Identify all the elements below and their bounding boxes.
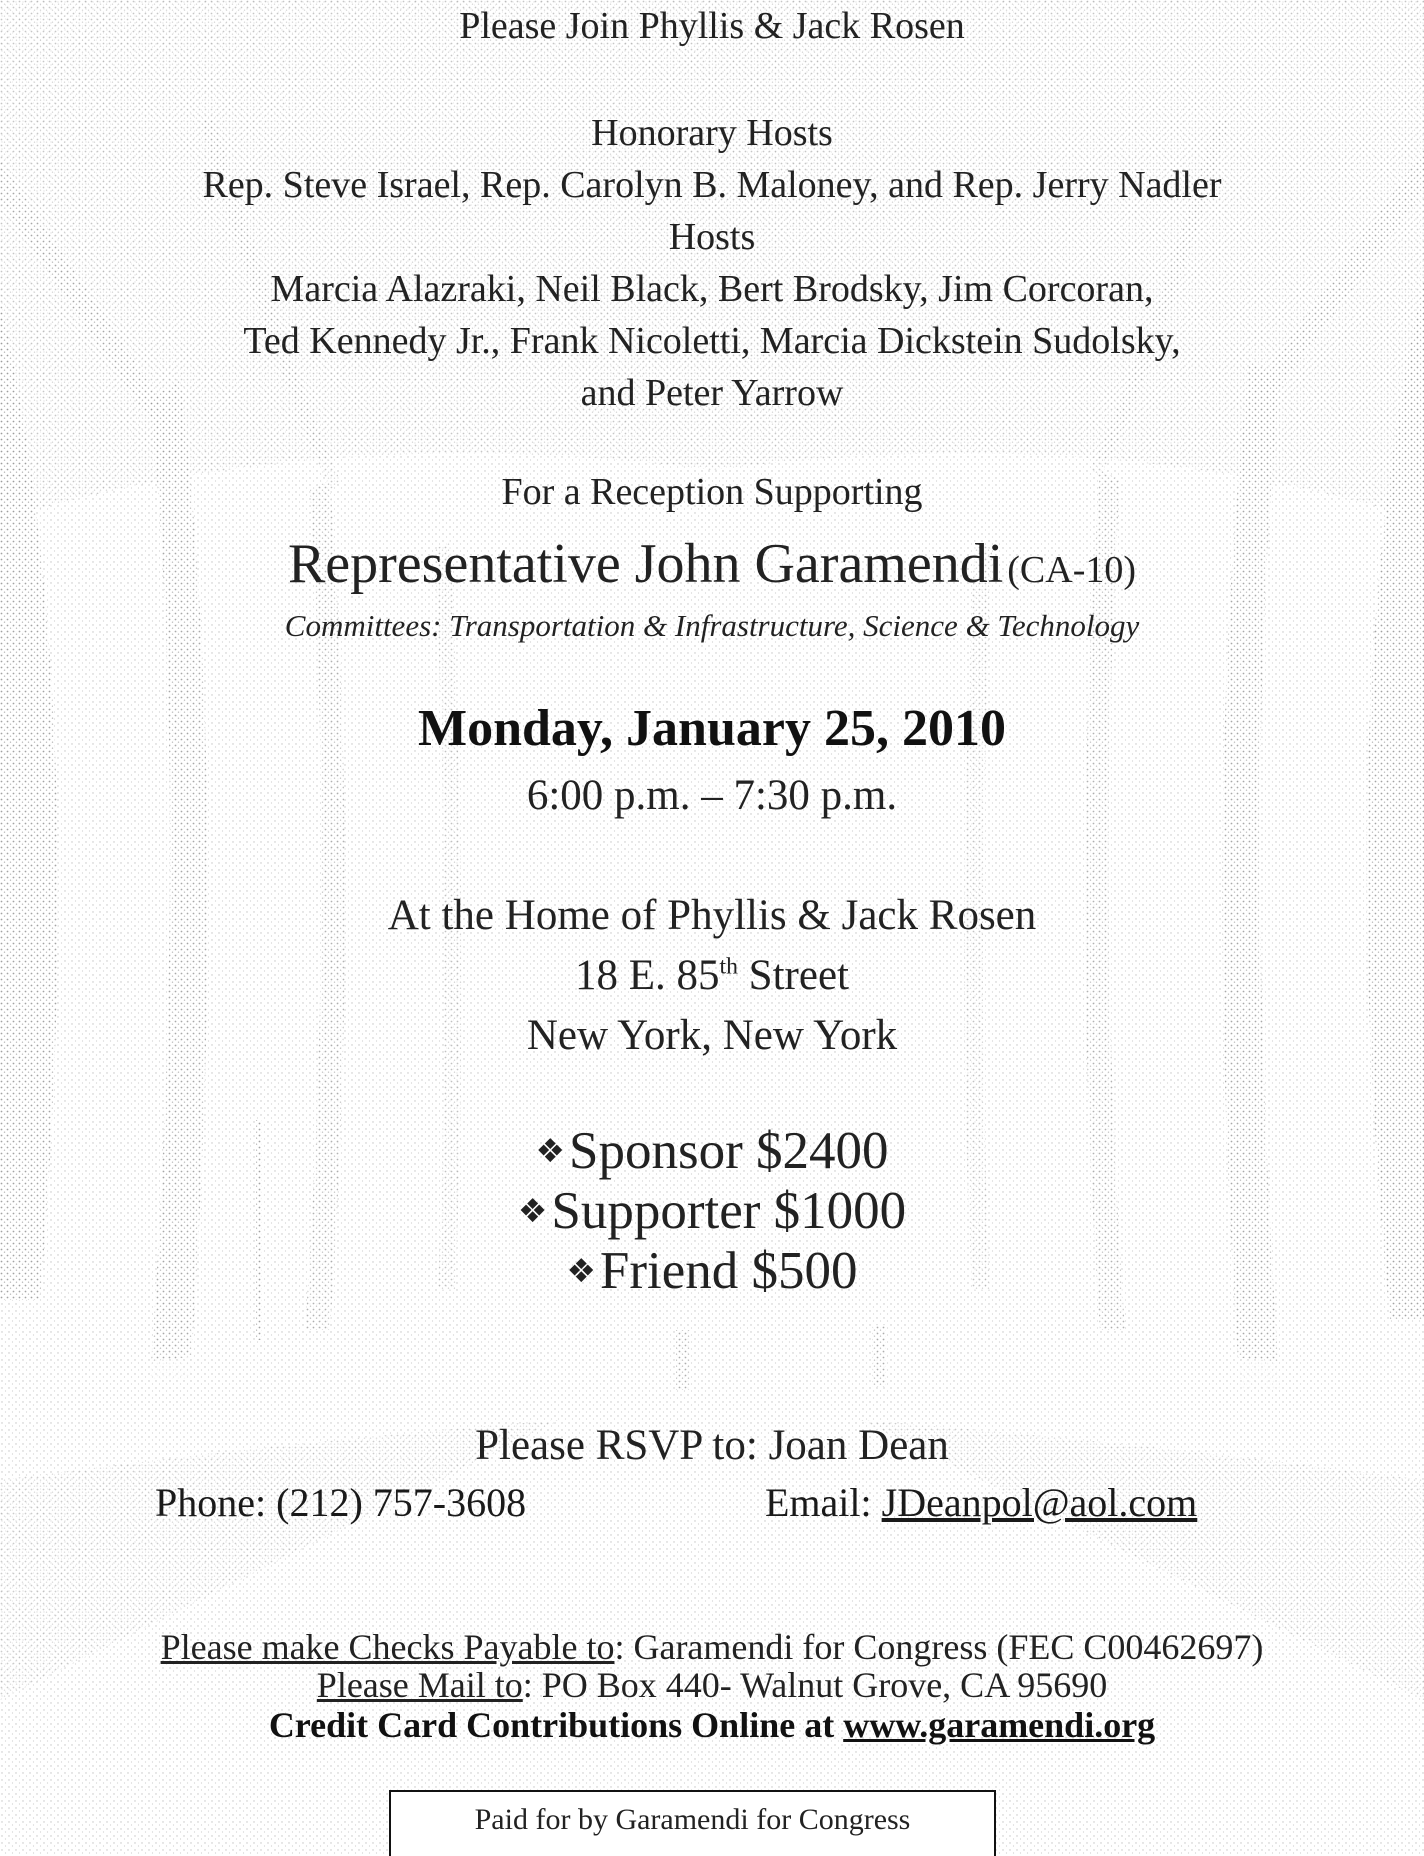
honoree-name: Representative John Garamendi bbox=[287, 533, 1004, 595]
reception-intro: For a Reception Supporting bbox=[501, 471, 923, 513]
address-street: Street bbox=[737, 952, 849, 999]
online-text: Credit Card Contributions Online at bbox=[268, 1705, 844, 1745]
committees-line: Committees: Transportation & Infrastructure, Science & Technology bbox=[284, 608, 1140, 643]
email-link[interactable]: JDeanpol@aol.com bbox=[881, 1480, 1198, 1525]
phone-label: Phone: bbox=[155, 1480, 277, 1525]
event-time: 6:00 p.m. – 7:30 p.m. bbox=[526, 772, 898, 819]
event-date: Monday, January 25, 2010 bbox=[418, 700, 1006, 757]
hosts-names-line-3: and Peter Yarrow bbox=[580, 372, 844, 414]
honorary-hosts-names: Rep. Steve Israel, Rep. Carolyn B. Maloney, and Rep. Jerry Nadler bbox=[202, 164, 1222, 206]
hosts-heading: Hosts bbox=[668, 216, 756, 258]
rsvp-email bbox=[765, 1479, 1197, 1526]
mail-to-line bbox=[0, 1664, 1424, 1706]
level-supporter bbox=[0, 1181, 1424, 1241]
checks-value: : Garamendi for Congress (FEC C00462697) bbox=[614, 1627, 1264, 1667]
address-number: 18 E. 85 bbox=[575, 952, 720, 999]
address-ordinal: th bbox=[719, 953, 738, 980]
rsvp-line: Please RSVP to: Joan Dean bbox=[475, 1422, 949, 1469]
honoree-line bbox=[0, 532, 1424, 596]
level-label: Sponsor $2400 bbox=[568, 1122, 889, 1180]
diamond-bullet-icon: ❖ bbox=[517, 1191, 548, 1231]
level-sponsor bbox=[0, 1121, 1424, 1181]
honoree-district: (CA-10) bbox=[1007, 549, 1137, 591]
hosts-names-line-2: Ted Kennedy Jr., Frank Nicoletti, Marcia Dickstein Sudolsky, bbox=[243, 320, 1181, 362]
rsvp-phone bbox=[155, 1479, 526, 1526]
join-line: Please Join Phyllis & Jack Rosen bbox=[459, 5, 965, 47]
phone-number: (212) 757-3608 bbox=[276, 1480, 527, 1525]
event-address bbox=[0, 951, 1424, 1000]
event-city: New York, New York bbox=[526, 1012, 898, 1059]
mail-label: Please Mail to bbox=[316, 1665, 523, 1705]
diamond-bullet-icon: ❖ bbox=[566, 1251, 596, 1291]
level-label: Supporter $1000 bbox=[551, 1182, 907, 1240]
website-link[interactable]: www.garamendi.org bbox=[843, 1705, 1156, 1745]
level-label: Friend $500 bbox=[599, 1242, 858, 1300]
paid-for-disclaimer: Paid for by Garamendi for Congress bbox=[389, 1790, 996, 1856]
mail-value: : PO Box 440- Walnut Grove, CA 95690 bbox=[522, 1665, 1108, 1705]
honorary-hosts-heading: Honorary Hosts bbox=[591, 112, 833, 154]
checks-label: Please make Checks Payable to bbox=[160, 1627, 615, 1667]
hosts-names-line-1: Marcia Alazraki, Neil Black, Bert Brodsky, Jim Corcoran, bbox=[270, 268, 1154, 310]
level-friend bbox=[0, 1241, 1424, 1301]
online-contributions-line bbox=[0, 1704, 1424, 1746]
checks-payable-line bbox=[0, 1626, 1424, 1668]
diamond-bullet-icon: ❖ bbox=[535, 1131, 565, 1171]
email-label: Email: bbox=[765, 1480, 882, 1525]
event-location: At the Home of Phyllis & Jack Rosen bbox=[387, 892, 1037, 939]
